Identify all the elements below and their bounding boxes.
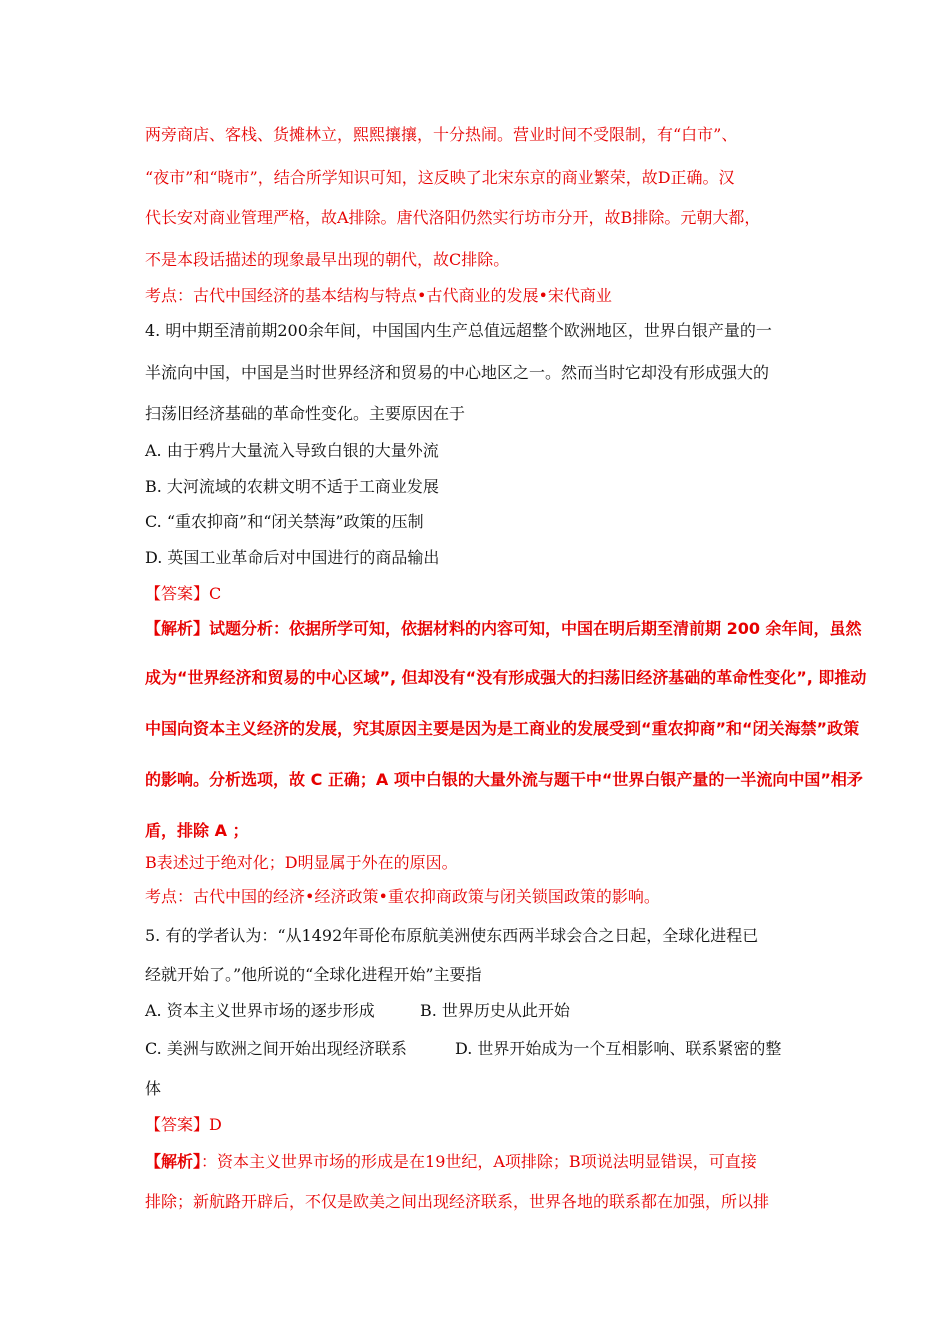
q4-analysis-line-2: 成为“世界经济和贸易的中心区域”, 但却没有“没有形成强大的扫荡旧经济基础的革命性变化”, 即推动 [145, 668, 867, 687]
q4-stem-line-1: 4. 明中期至清前期200余年间，中国国内生产总值远超整个欧洲地区，世界白银产量的一 [145, 321, 772, 340]
q5-option-d: D. 世界开始成为一个互相影响、联系紧密的整 [455, 1039, 782, 1058]
q4-analysis-tag: 【解析】 [145, 619, 210, 638]
q3-analysis-line-2: “夜市”和“晓市”，结合所学知识可知，这反映了北宋东京的商业繁荣，故D正确。汉 [145, 168, 735, 187]
q4-stem-line-2: 半流向中国，中国是当时世界经济和贸易的中心地区之一。然而当时它却没有形成强大的 [145, 363, 770, 382]
q4-option-a: A. 由于鸦片大量流入导致白银的大量外流 [145, 441, 439, 460]
q5-analysis-tag: 【解析】 [145, 1152, 202, 1171]
q5-answer-tag: 【答案】 [145, 1115, 210, 1134]
q5-option-a: A. 资本主义世界市场的逐步形成 [145, 1001, 375, 1020]
q3-analysis-line-3: 代长安对商业管理严格，故A排除。唐代洛阳仍然实行坊市分开，故B排除。元朝大都， [145, 208, 761, 227]
q4-option-c: C. “重农抑商”和“闭关禁海”政策的压制 [145, 512, 424, 531]
q4-analysis-line-1 [145, 618, 862, 640]
q4-analysis-line-3: 中国向资本主义经济的发展，究其原因主要是因为是工商业的发展受到“重农抑商”和“闭关海禁”政策 [145, 719, 860, 738]
q4-answer [145, 583, 221, 605]
q5-answer [145, 1114, 222, 1136]
q5-analysis-text-1: ：资本主义世界市场的形成是在19世纪，A项排除；B项说法明显错误，可直接 [201, 1152, 757, 1171]
q3-analysis-line-1: 两旁商店、客栈、货摊林立，熙熙攘攘，十分热闹。营业时间不受限制，有“白市”、 [145, 125, 738, 144]
q5-analysis-line-2: 排除；新航路开辟后，不仅是欧美之间出现经济联系，世界各地的联系都在加强，所以排 [145, 1192, 770, 1211]
q4-answer-tag: 【答案】 [145, 584, 210, 603]
q4-analysis-text-1: 试题分析：依据所学可知，依据材料的内容可知，中国在明后期至清前期 200 余年间，虽然 [209, 619, 862, 638]
q4-answer-value: C [209, 584, 222, 603]
q5-option-b: B. 世界历史从此开始 [420, 1001, 570, 1020]
q5-analysis-line-1 [145, 1151, 757, 1173]
q4-analysis-extra: B表述过于绝对化；D明显属于外在的原因。 [145, 853, 458, 872]
q3-analysis-line-4: 不是本段话描述的现象最早出现的朝代，故C排除。 [145, 250, 510, 269]
q5-option-c: C. 美洲与欧洲之间开始出现经济联系 [145, 1039, 407, 1058]
q4-stem-line-3: 扫荡旧经济基础的革命性变化。主要原因在于 [145, 404, 466, 423]
q5-stem-line-1: 5. 有的学者认为：“从1492年哥伦布原航美洲使东西两半球会合之日起，全球化进程已 [145, 926, 759, 945]
q4-analysis-line-5: 盾，排除 A ； [145, 821, 249, 840]
q4-analysis-line-4: 的影响。分析选项，故 C 正确；A 项中白银的大量外流与题干中“世界白银产量的一半流向中国”相矛 [145, 770, 863, 789]
q3-kaodian: 考点：古代中国经济的基本结构与特点•古代商业的发展•宋代商业 [145, 286, 612, 305]
q5-option-d-wrap: 体 [145, 1079, 162, 1098]
q4-option-d: D. 英国工业革命后对中国进行的商品输出 [145, 548, 440, 567]
q4-kaodian: 考点：古代中国的经济•经济政策•重农抑商政策与闭关锁国政策的影响。 [145, 887, 660, 906]
q4-option-b: B. 大河流域的农耕文明不适于工商业发展 [145, 477, 439, 496]
q5-answer-value: D [209, 1115, 222, 1134]
q5-stem-line-2: 经就开始了。”他所说的“全球化进程开始”主要指 [145, 965, 482, 984]
